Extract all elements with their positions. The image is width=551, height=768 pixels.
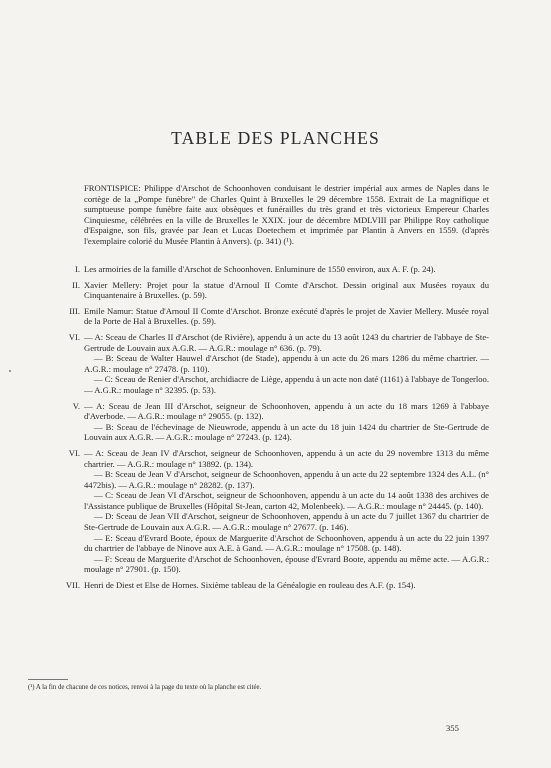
plates-list [0,264,551,596]
footnote-rule [28,679,68,680]
plate-number: III. [69,305,80,316]
plate-number: V. [72,400,80,411]
plate-description: Henri de Diest et Else de Hornes. Sixième tableau de la Généalogie en rouleau des A.F. (p. 154). [84,580,416,591]
footnote: (¹) A la fin de chacune de ces notices, renvoi à la page du texte où la planche est citée. [28,684,262,691]
plate-entry [72,279,489,301]
page-number: 355 [446,723,459,733]
margin-mark [9,370,11,372]
plate-number: VI. [68,331,80,342]
plate-number: II. [72,279,80,290]
plate-description: — F: Sceau de Marguerite d'Arschot de Schoonhoven, épouse d'Evrard Boote, appendu au même acte. — A.G.R.: moulage n° 27901. (p. 150). [84,553,489,575]
plate-description: — B: Sceau de Walter Hauwel d'Arschot (de Stade), appendu à un acte du 26 mars 1286 du même chartrier. — A.G.R.: moulage n° 27478. (p. 110). [84,353,489,374]
plate-number: I. [74,264,80,274]
plate-description: — E: Sceau d'Evrard Boote, époux de Marguerite d'Arschot de Schoonhoven, appendu à un acte du 22 juin 1397 du chartrier de l'abbaye de Ninove aux A.E. à Gand. — A.G.R.: moulage n° 17508. (p. 148). [84,532,489,554]
plate-description: — D: Sceau de Jean VII d'Arschot, seigneur de Schoonhoven, appendu à un acte du 7 juillet 1367 du chartrier de Ste-Gertrude de Louvain aux A.G.R. — A.G.R.: moulage n° 27677. (p. 146). [84,511,489,533]
plate-description: — A: Sceau de Jean III d'Arschot, seigneur de Schoonhoven, appendu à un acte du 18 mars 1269 à l'abbaye d'Averbode. — A.G.R.: moulage n° 29055. (p. 132). [84,400,489,422]
plate-entry [69,305,489,327]
plate-description: Emile Namur: Statue d'Arnoul II Comte d'Arschot. Bronze exécuté d'après le projet de Xavier Mellery. Musée royal de la Porte de Hal à Bruxelles. (p. 59). [84,305,489,327]
plate-entry [68,331,489,396]
plate-description: — B: Sceau de l'échevinage de Nieuwrode, appendu à un acte du 18 juin 1424 du chartrier de Ste-Gertrude de Louvain aux A.G.R. — A.G.R.: moulage n° 27243. (p. 124). [84,421,489,443]
plate-description: Les armoiries de la famille d'Arschot de Schoonhoven. Enluminure de 1550 environ, aux A. F. (p. 24). [84,264,436,274]
page-title: TABLE DES PLANCHES [171,128,380,148]
plate-description: Xavier Mellery: Projet pour la statue d'Arnoul II Comte d'Arschot. Dessin original aux Musées royaux du Cinquantenaire à Bruxelles. (p. 59). [84,279,489,301]
plate-description: — A: Sceau de Jean IV d'Arschot, seigneur de Schoonhoven, appendu à un acte du 29 novembre 1313 du même chartrier. — A.G.R.: moulage n° 13892. (p. 134). [84,447,489,469]
plate-description: — B: Sceau de Jean V d'Arschot, seigneur de Schoonhoven, appendu à un acte du 22 septembre 1324 des A.L. (n° 4472bis). — A.G.R.: moulage n° 28282. (p. 137). [84,469,489,490]
plate-entry [72,400,489,443]
frontispice-entry: FRONTISPICE: Philippe d'Arschot de Schoonhoven conduisant le destrier impérial aux armes de Naples dans le cortège de la „Pompe funèbre" de Charles Quint à Bruxelles le 29 décembre 1558. Extrait de La magnifique et sumptueuse pompe funèbre faite aux obsèques et funérailles du très grand et très victorieux Empereur Charles Cinquiesme, célébrées en la ville de Bruxelles le XXIX. jour de décembre MDLVIII par Philippe Roy catholique d'Espaigne, son fils, gravée par Jean et Lucas Doetechem et imprimée par Plantin à Anvers en 1559. (d'après l'exemplaire colorié du Musée Plantin à Anvers). (p. 341) (¹). [84,183,489,246]
plate-description: — C: Sceau de Renier d'Arschot, archidiacre de Liège, appendu à un acte non daté (1161) à l'abbaye de Tongerloo. — A.G.R.: moulage n° 32395. (p. 53). [84,374,489,395]
plate-number: VII. [65,580,80,591]
plate-description: — C: Sceau de Jean VI d'Arschot, seigneur de Schoonhoven, appendu à un acte du 14 août 1338 des archives de l'Assistance publique de Bruxelles (Hôpital St-Jean, carton 42, Molenbeek). — A.G.R.: moulage n° 24445. (p. 140). [84,490,489,511]
plate-description: — A: Sceau de Charles II d'Arschot (de Rivière), appendu à un acte du 13 août 1243 du chartrier de l'abbaye de Ste-Gertrude de Louvain aux A.G.R. — A.G.R.: moulage n° 636. (p. 79). [84,331,489,353]
plate-entry [74,264,489,275]
plate-number: VI. [68,447,80,458]
plate-entry [65,580,489,591]
plate-entry [68,447,489,575]
